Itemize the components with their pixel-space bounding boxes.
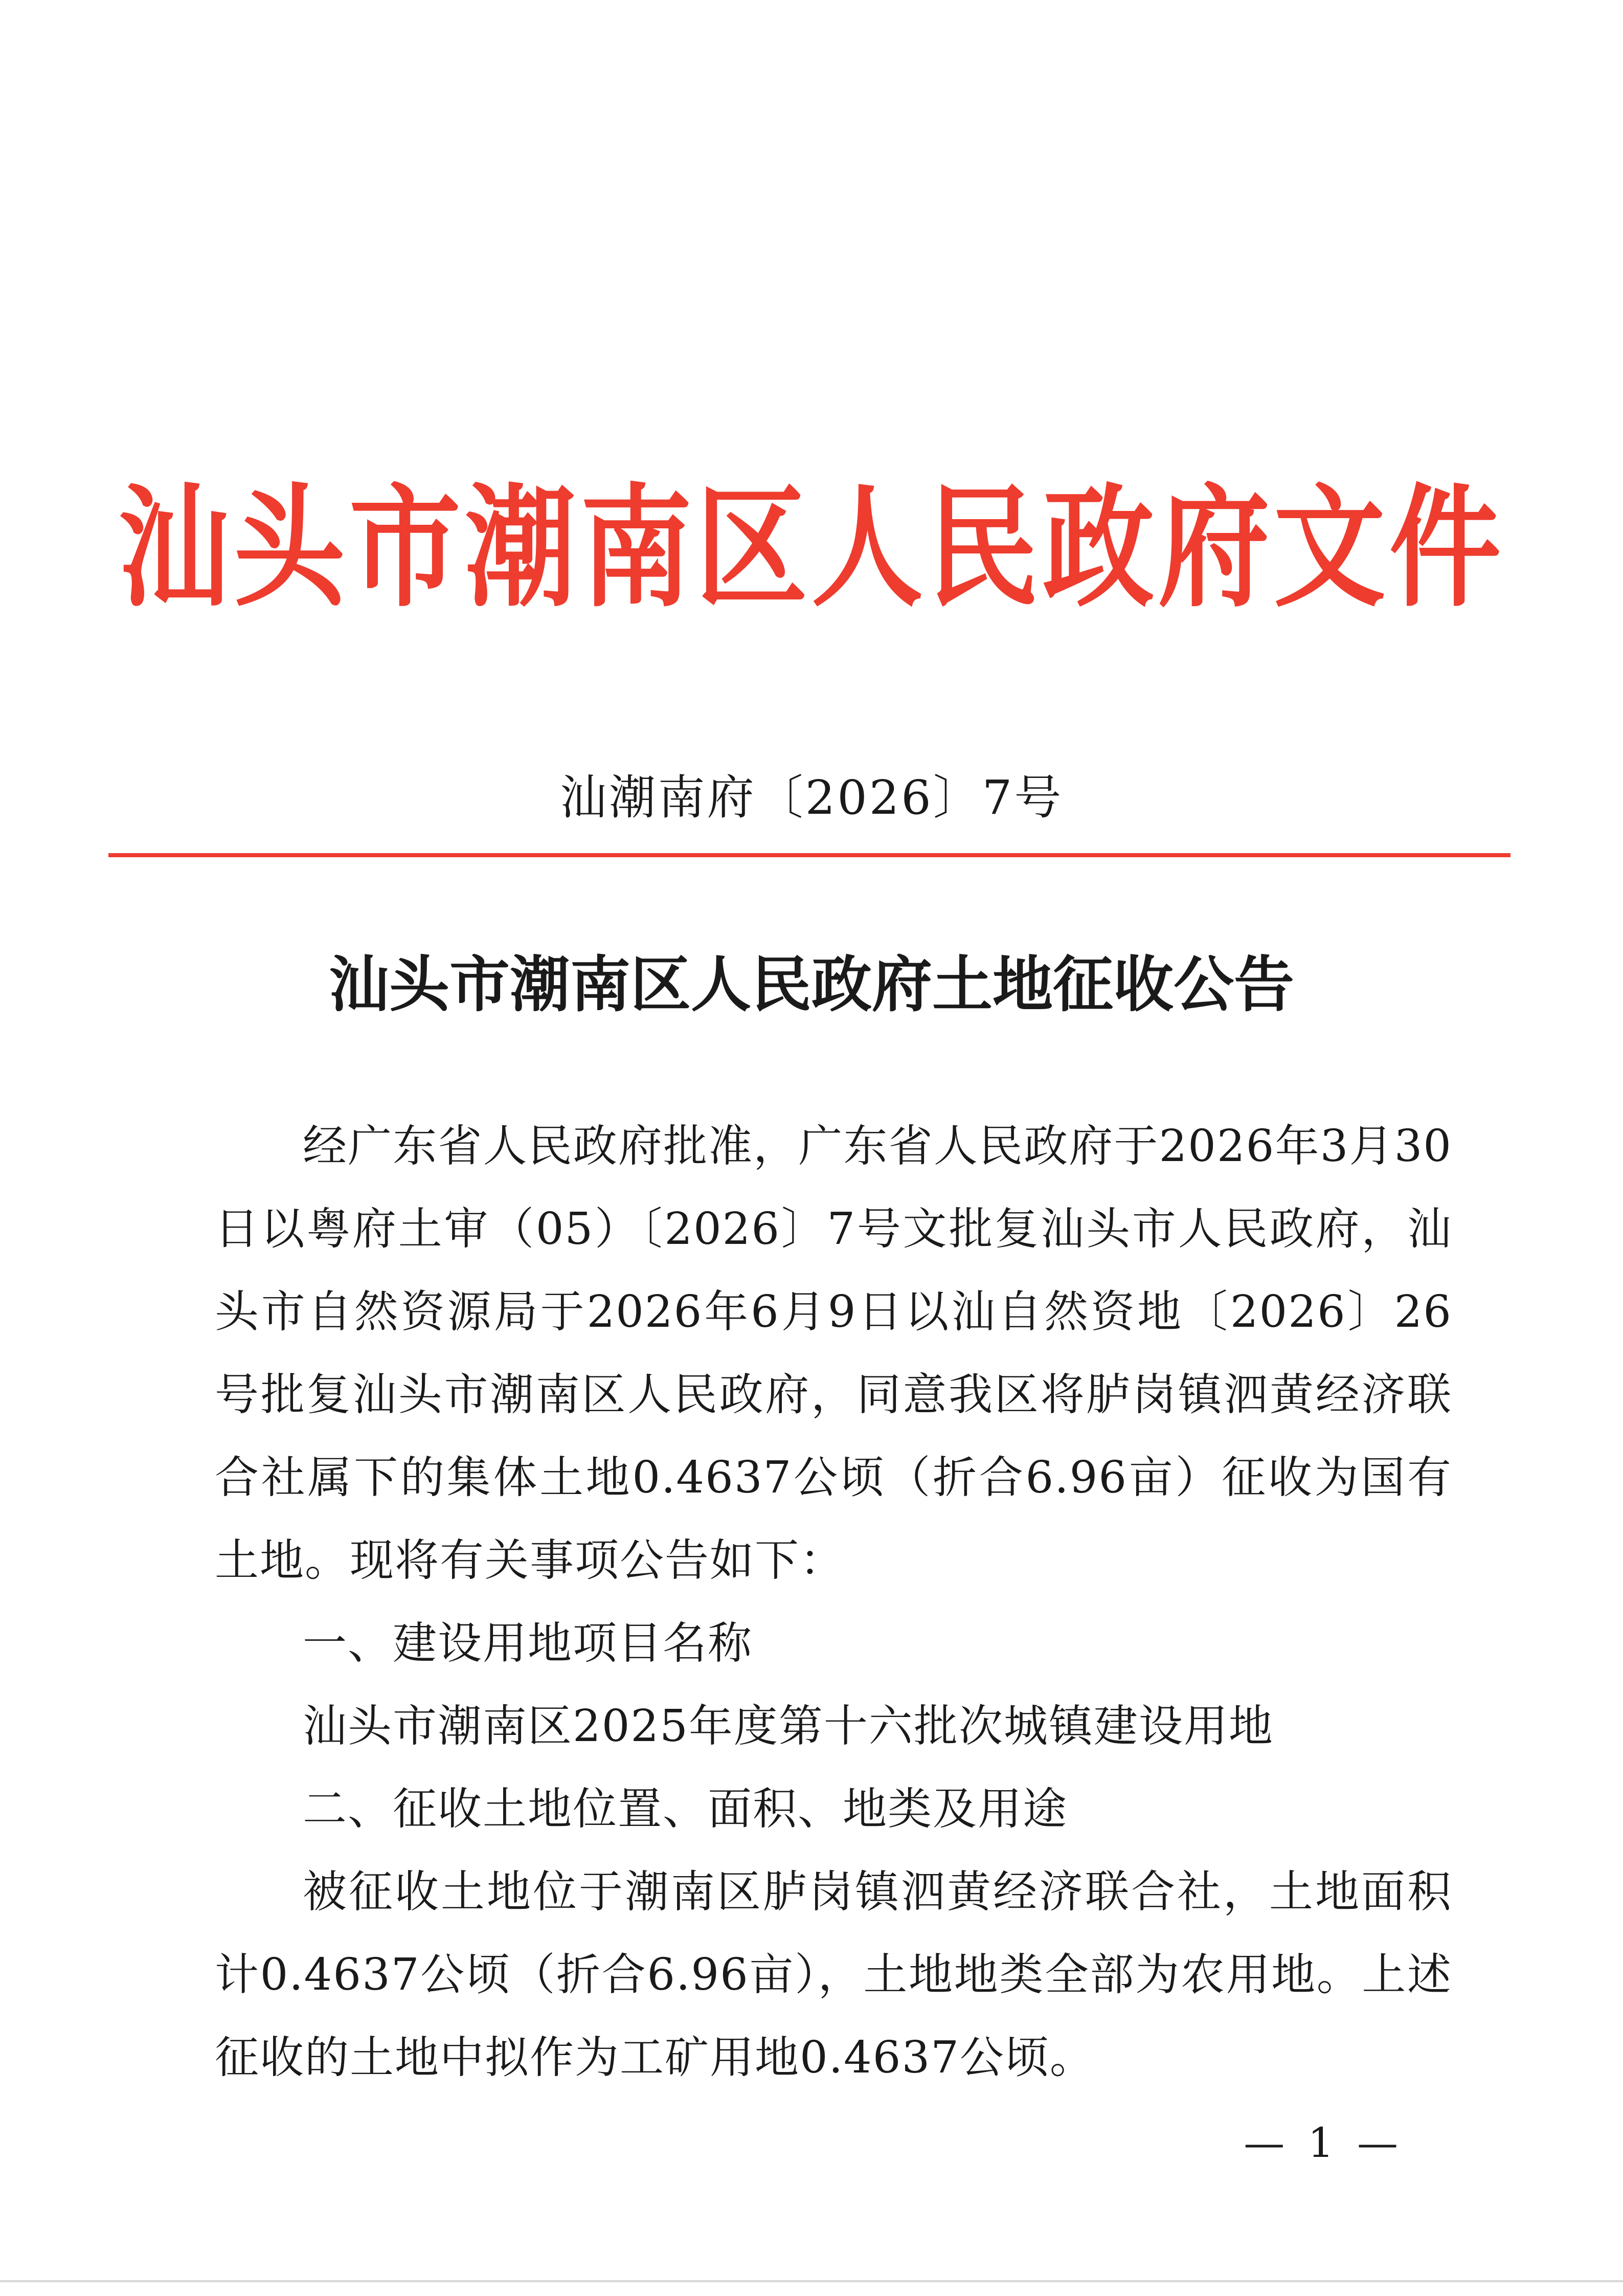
page-bottom-edge [0, 2280, 1623, 2282]
intro-paragraph: 经广东省人民政府批准，广东省人民政府于2026年3月30日以粤府土审（05）〔2026〕7号文批复汕头市人民政府，汕头市自然资源局于2026年6月9日以汕自然资地〔2026〕26号批复汕头市潮南区人民政府，同意我区将胪岗镇泗黄经济联合社属下的集体土地0.4637公顷（折合6.96亩）征收为国有土地。现将有关事项公告如下： [215, 1121, 1452, 1586]
section-1-heading: 一、建设用地项目名称 [303, 1618, 753, 1669]
section-1-text: 汕头市潮南区2025年度第十六批次城镇建设用地 [303, 1701, 1274, 1752]
section-2-heading: 二、征收土地位置、面积、地类及用途 [303, 1784, 1068, 1835]
red-separator-line [108, 853, 1511, 857]
notice-body [215, 1105, 1452, 2099]
section-2-text: 被征收土地位于潮南区胪岗镇泗黄经济联合社，土地面积计0.4637公顷（折合6.96亩），土地地类全部为农用地。上述征收的土地中拟作为工矿用地0.4637公顷。 [215, 1866, 1452, 2083]
notice-title: 汕头市潮南区人民政府土地征收公告 [328, 949, 1294, 1020]
issuer-banner: 汕头市潮南区人民政府文件 [118, 472, 1505, 626]
page-number: — 1 — [1244, 2119, 1403, 2167]
document-number: 汕潮南府〔2026〕7号 [559, 770, 1064, 825]
